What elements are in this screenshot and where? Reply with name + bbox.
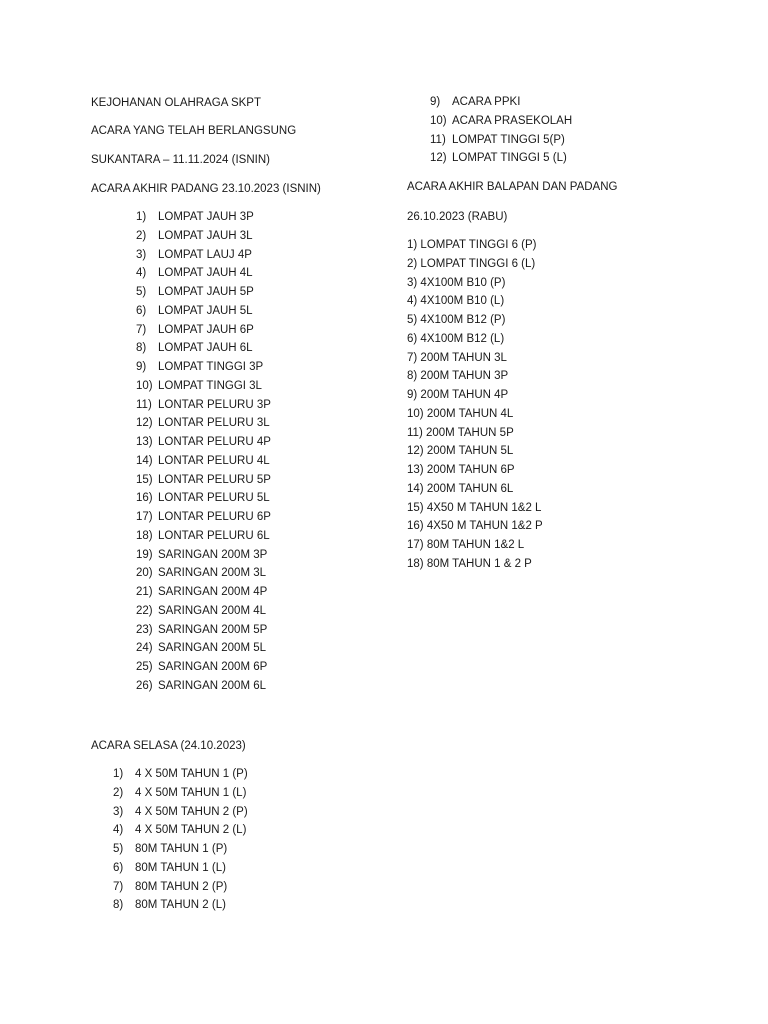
list-item: 9) 200M TAHUN 4P xyxy=(407,389,509,401)
list-item-number: 14) xyxy=(136,454,153,467)
list-item-text: 4 X 50M TAHUN 1 (L) xyxy=(135,786,247,799)
sukantara-line: SUKANTARA – 11.11.2024 (ISNIN) xyxy=(91,154,270,166)
list-continued xyxy=(430,95,573,170)
list-item-text: ACARA PRASEKOLAH xyxy=(452,114,573,127)
list-item xyxy=(136,548,268,567)
list-item-text: SARINGAN 200M 6L xyxy=(158,679,267,692)
list-item-number: 11) xyxy=(136,398,152,411)
list-item-number: 10) xyxy=(430,114,447,127)
list-item xyxy=(136,510,271,529)
list-item xyxy=(113,823,247,842)
list-item xyxy=(430,133,565,152)
list-item-text: LONTAR PELURU 5P xyxy=(158,473,271,486)
list-item-text: LOMPAT TINGGI 5(P) xyxy=(452,133,565,146)
list-item-text: LONTAR PELURU 6L xyxy=(158,529,270,542)
list-item-text: SARINGAN 200M 4L xyxy=(158,604,267,617)
list-item xyxy=(136,248,252,267)
list-item xyxy=(136,210,254,229)
list-item-text: LONTAR PELURU 6P xyxy=(158,511,271,523)
list-item xyxy=(136,491,270,510)
list-item-number: 8) xyxy=(113,899,124,912)
list-item-number: 8) xyxy=(136,342,147,355)
list-item-text: 80M TAHUN 2 (P) xyxy=(135,880,228,893)
list-item xyxy=(136,416,270,435)
list-item-text: 80M TAHUN 1 (L) xyxy=(135,861,226,874)
list-item-number: 10) xyxy=(136,379,153,392)
list-item-number: 12) xyxy=(430,152,447,165)
list-item-number: 20) xyxy=(136,567,153,580)
list-item: 8) 200M TAHUN 3P xyxy=(407,370,509,383)
list-item-text: 80M TAHUN 2 (L) xyxy=(135,899,226,912)
list-item: 18) 80M TAHUN 1 & 2 P xyxy=(407,557,532,570)
list-item: 11) 200M TAHUN 5P xyxy=(407,426,514,439)
list-item xyxy=(136,660,268,679)
list-item-number: 24) xyxy=(136,642,153,655)
list-item xyxy=(113,861,226,880)
section-date-rabu: 26.10.2023 (RABU) xyxy=(407,211,508,223)
list-item-number: 22) xyxy=(136,604,153,617)
list-balapan-padang xyxy=(407,238,543,576)
list-item-text: LOMPAT LAUJ 4P xyxy=(158,248,252,261)
section-heading-akhir-padang: ACARA AKHIR PADANG 23.10.2023 (ISNIN) xyxy=(91,183,321,195)
list-item-number: 3) xyxy=(136,248,147,261)
document-subtitle: ACARA YANG TELAH BERLANGSUNG xyxy=(91,125,297,137)
list-item-number: 25) xyxy=(136,661,153,673)
list-item-number: 7) xyxy=(136,323,147,336)
section-heading-selasa: ACARA SELASA (24.10.2023) xyxy=(91,740,246,752)
list-item-text: SARINGAN 200M 4P xyxy=(158,586,268,598)
list-item: 2) LOMPAT TINGGI 6 (L) xyxy=(407,257,536,270)
list-item-text: LOMPAT TINGGI 3L xyxy=(158,379,262,392)
list-item xyxy=(136,229,253,248)
list-item xyxy=(136,285,254,304)
list-item-text: 4 X 50M TAHUN 2 (L) xyxy=(135,824,247,837)
list-item-number: 1) xyxy=(136,211,147,223)
list-item: 13) 200M TAHUN 6P xyxy=(407,464,515,476)
list-item-number: 23) xyxy=(136,623,153,636)
list-item-text: 80M TAHUN 1 (P) xyxy=(135,843,228,855)
list-item xyxy=(113,767,248,786)
list-item-number: 26) xyxy=(136,679,153,692)
list-item-number: 12) xyxy=(136,417,153,430)
list-item-number: 6) xyxy=(136,304,147,317)
list-item: 6) 4X100M B12 (L) xyxy=(407,332,505,345)
list-item-text: LOMPAT JAUH 3L xyxy=(158,229,253,242)
list-item-number: 19) xyxy=(136,548,153,561)
list-item xyxy=(136,454,270,473)
list-item: 5) 4X100M B12 (P) xyxy=(407,314,506,326)
list-item xyxy=(136,473,271,492)
section-heading-balapan-padang: ACARA AKHIR BALAPAN DAN PADANG xyxy=(407,181,618,193)
list-item-number: 4) xyxy=(136,267,147,280)
list-item-number: 1) xyxy=(113,768,124,780)
list-item xyxy=(136,641,267,660)
list-item xyxy=(136,679,267,698)
list-item-text: LONTAR PELURU 4L xyxy=(158,454,270,467)
list-item: 1) LOMPAT TINGGI 6 (P) xyxy=(407,239,537,251)
list-item-number: 4) xyxy=(113,824,124,837)
list-item-text: LONTAR PELURU 4P xyxy=(158,436,271,448)
list-item-number: 5) xyxy=(113,843,124,855)
list-item-number: 13) xyxy=(136,436,153,448)
list-item-text: LOMPAT JAUH 6P xyxy=(158,323,254,336)
list-item: 12) 200M TAHUN 5L xyxy=(407,445,514,458)
list-item xyxy=(136,604,267,623)
list-item-number: 18) xyxy=(136,529,153,542)
list-item: 16) 4X50 M TAHUN 1&2 P xyxy=(407,520,543,533)
list-item-text: ACARA PPKI xyxy=(452,96,521,108)
list-item-text: LOMPAT TINGGI 5 (L) xyxy=(452,152,567,165)
list-item xyxy=(136,323,254,342)
list-item-number: 9) xyxy=(430,96,441,108)
list-item xyxy=(113,898,226,917)
list-item xyxy=(136,623,268,642)
list-item xyxy=(136,304,253,323)
list-item-text: LOMPAT JAUH 6L xyxy=(158,342,253,355)
list-item xyxy=(136,435,271,454)
list-item xyxy=(136,398,271,417)
list-item-number: 11) xyxy=(430,133,446,146)
list-item xyxy=(430,114,573,133)
list-item: 10) 200M TAHUN 4L xyxy=(407,407,514,420)
list-item: 14) 200M TAHUN 6L xyxy=(407,482,514,495)
list-item-text: SARINGAN 200M 5P xyxy=(158,623,268,636)
list-item xyxy=(113,880,228,899)
list-item-text: LONTAR PELURU 3P xyxy=(158,398,271,411)
list-item-text: LONTAR PELURU 3L xyxy=(158,417,270,430)
list-item-number: 16) xyxy=(136,492,153,505)
list-item xyxy=(430,95,521,114)
list-item xyxy=(113,805,248,824)
list-item xyxy=(113,786,247,805)
list-item xyxy=(430,151,567,170)
list-item-number: 9) xyxy=(136,361,147,373)
list-item: 3) 4X100M B10 (P) xyxy=(407,276,506,289)
list-item-number: 17) xyxy=(136,511,153,523)
list-item-number: 6) xyxy=(113,861,124,874)
list-item-text: SARINGAN 200M 6P xyxy=(158,661,268,673)
list-item-number: 3) xyxy=(113,805,124,818)
list-item-text: LONTAR PELURU 5L xyxy=(158,492,270,505)
list-item xyxy=(113,842,228,861)
list-item-number: 21) xyxy=(136,586,153,598)
list-item xyxy=(136,566,267,585)
list-item-number: 2) xyxy=(136,229,147,242)
list-item: 17) 80M TAHUN 1&2 L xyxy=(407,539,525,551)
list-item: 7) 200M TAHUN 3L xyxy=(407,351,507,364)
list-akhir-padang xyxy=(136,210,271,698)
list-item-number: 2) xyxy=(113,786,124,799)
list-item-text: SARINGAN 200M 3P xyxy=(158,548,268,561)
list-item-number: 5) xyxy=(136,286,147,298)
list-item-number: 7) xyxy=(113,880,124,893)
list-item-text: 4 X 50M TAHUN 2 (P) xyxy=(135,805,248,818)
list-item-text: LOMPAT TINGGI 3P xyxy=(158,361,264,373)
document-title: KEJOHANAN OLAHRAGA SKPT xyxy=(91,97,261,109)
list-item xyxy=(136,379,262,398)
list-item xyxy=(136,529,270,548)
list-item-number: 15) xyxy=(136,473,153,486)
list-item: 4) 4X100M B10 (L) xyxy=(407,295,505,308)
list-item: 15) 4X50 M TAHUN 1&2 L xyxy=(407,501,542,514)
list-item xyxy=(136,585,268,604)
list-selasa xyxy=(113,767,248,917)
list-item-text: LOMPAT JAUH 5L xyxy=(158,304,253,317)
list-item-text: SARINGAN 200M 5L xyxy=(158,642,267,655)
list-item-text: LOMPAT JAUH 3P xyxy=(158,211,254,223)
list-item xyxy=(136,266,253,285)
list-item xyxy=(136,341,253,360)
list-item-text: LOMPAT JAUH 5P xyxy=(158,286,254,298)
list-item-text: LOMPAT JAUH 4L xyxy=(158,267,253,280)
list-item xyxy=(136,360,264,379)
list-item-text: 4 X 50M TAHUN 1 (P) xyxy=(135,768,248,780)
list-item-text: SARINGAN 200M 3L xyxy=(158,567,267,580)
